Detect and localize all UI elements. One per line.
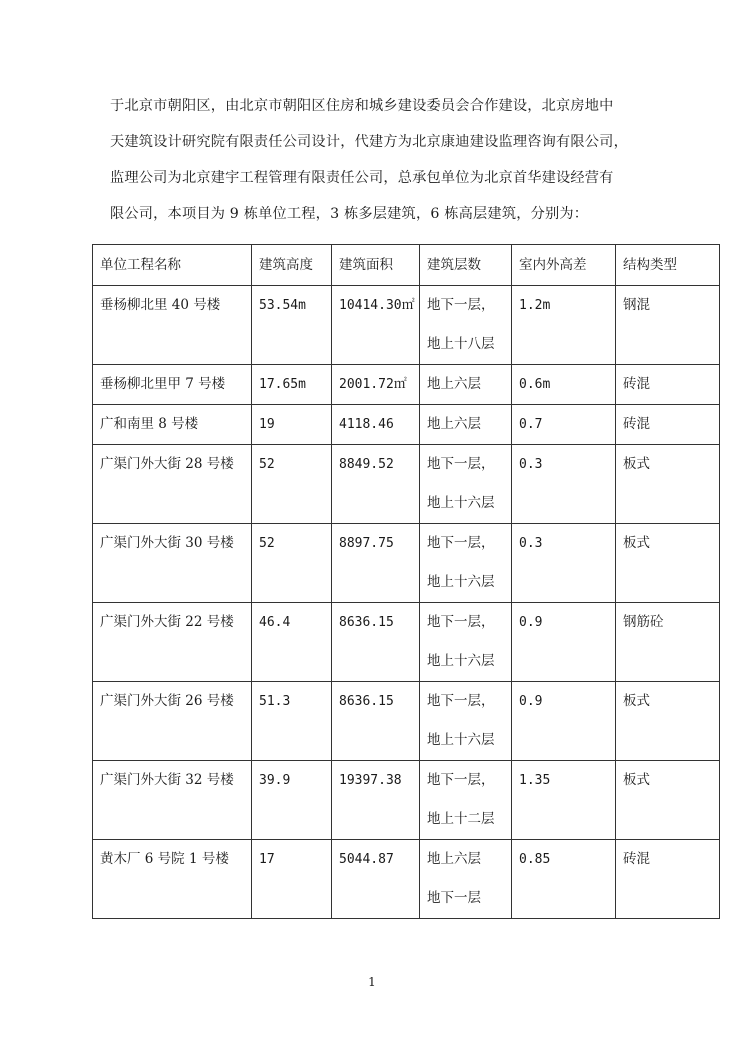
cell-structure-type-text: 砖混: [623, 851, 650, 867]
cell-structure-type-text: 板式: [623, 693, 650, 709]
table-header-row: [93, 245, 720, 286]
cell-building-height-text: 52: [259, 457, 275, 472]
table-body: [93, 286, 720, 919]
cell-building-area-text: 4118.46: [339, 417, 394, 432]
cell-building-height-text: 52: [259, 536, 275, 551]
cell-building-height-text: 17.65m: [259, 377, 306, 392]
cell-unit-name: [93, 405, 252, 445]
cell-structure-type-text: 砖混: [623, 376, 650, 392]
cell-floors-line: 地下一层，: [427, 693, 495, 709]
table-row: [93, 840, 720, 919]
cell-floors-line: 地上六层: [427, 416, 481, 432]
table-row: [93, 445, 720, 524]
cell-building-height: [252, 761, 332, 840]
cell-height-difference: [512, 365, 616, 405]
cell-building-area-text: 8636.15: [339, 615, 394, 630]
cell-height-difference-text: 0.9: [519, 694, 543, 709]
cell-structure-type: [616, 286, 720, 365]
cell-height-difference-text: 0.85: [519, 852, 551, 867]
cell-structure-type-text: 板式: [623, 456, 650, 472]
cell-floors-line: 地上十六层: [427, 574, 495, 590]
cell-floors: [420, 761, 512, 840]
cell-height-difference: [512, 761, 616, 840]
cell-unit-name-text: 黄木厂 6 号院 1 号楼: [100, 851, 229, 867]
cell-height-difference: [512, 840, 616, 919]
cell-structure-type-text: 砖混: [623, 416, 650, 432]
cell-floors-line: 地上十六层: [427, 732, 495, 748]
cell-floors: [420, 365, 512, 405]
cell-building-height: [252, 682, 332, 761]
cell-floors: [420, 524, 512, 603]
cell-structure-type: [616, 405, 720, 445]
cell-building-area: [332, 445, 420, 524]
cell-building-area: [332, 365, 420, 405]
cell-floors-line: 地下一层: [427, 890, 481, 906]
cell-structure-type: [616, 365, 720, 405]
cell-floors-line: 地上六层: [427, 851, 481, 867]
cell-unit-name: [93, 682, 252, 761]
cell-unit-name: [93, 445, 252, 524]
paragraph-line: 天建筑设计研究院有限责任公司设计，代建方为北京康迪建设监理咨询有限公司，: [110, 134, 628, 150]
header-building-area: 建筑面积: [332, 245, 420, 286]
cell-building-height-text: 51.3: [259, 694, 291, 709]
table-row: [93, 603, 720, 682]
intro-paragraph: [110, 88, 710, 232]
cell-unit-name: [93, 365, 252, 405]
cell-unit-name: [93, 524, 252, 603]
cell-building-height: [252, 603, 332, 682]
cell-floors-line: 地上十八层: [427, 336, 495, 352]
table-row: [93, 682, 720, 761]
cell-height-difference-text: 1.35: [519, 773, 551, 788]
cell-building-height: [252, 286, 332, 365]
cell-unit-name: [93, 840, 252, 919]
cell-unit-name: [93, 603, 252, 682]
cell-unit-name-text: 广渠门外大街 26 号楼: [100, 693, 234, 709]
unit-project-table: [92, 244, 720, 919]
cell-floors-line: 地上十六层: [427, 495, 495, 511]
cell-building-area: [332, 524, 420, 603]
cell-building-height: [252, 524, 332, 603]
cell-building-area-text: 8636.15: [339, 694, 394, 709]
cell-building-area-text: 19397.38: [339, 773, 402, 788]
cell-structure-type-text: 钢混: [623, 297, 650, 313]
cell-floors-line: 地下一层，: [427, 456, 495, 472]
cell-building-area: [332, 286, 420, 365]
paragraph-line: 限公司，本项目为 9 栋单位工程，3 栋多层建筑，6 栋高层建筑，分别为：: [110, 206, 589, 222]
cell-building-height: [252, 405, 332, 445]
cell-unit-name-text: 广渠门外大街 30 号楼: [100, 535, 234, 551]
cell-unit-name-text: 垂杨柳北里 40 号楼: [100, 297, 221, 313]
cell-building-height: [252, 840, 332, 919]
cell-height-difference-text: 1.2m: [519, 298, 551, 313]
cell-height-difference-text: 0.3: [519, 457, 543, 472]
cell-building-area: [332, 761, 420, 840]
cell-floors-line: 地下一层，: [427, 614, 495, 630]
cell-building-height: [252, 445, 332, 524]
cell-floors: [420, 840, 512, 919]
cell-unit-name-text: 广渠门外大街 28 号楼: [100, 456, 234, 472]
cell-height-difference: [512, 682, 616, 761]
cell-height-difference-text: 0.3: [519, 536, 543, 551]
table-row: [93, 761, 720, 840]
cell-building-area-text: 8897.75: [339, 536, 394, 551]
cell-floors: [420, 445, 512, 524]
cell-building-area-text: 5044.87: [339, 852, 394, 867]
cell-floors-line: 地下一层，: [427, 535, 495, 551]
header-floors: 建筑层数: [420, 245, 512, 286]
cell-floors: [420, 682, 512, 761]
cell-structure-type: [616, 603, 720, 682]
cell-floors-line: 地下一层，: [427, 772, 495, 788]
cell-building-area: [332, 682, 420, 761]
cell-building-height-text: 39.9: [259, 773, 291, 788]
cell-structure-type: [616, 682, 720, 761]
cell-floors-line: 地下一层，: [427, 297, 495, 313]
cell-height-difference: [512, 524, 616, 603]
cell-floors: [420, 286, 512, 365]
cell-height-difference: [512, 445, 616, 524]
header-building-height: 建筑高度: [252, 245, 332, 286]
cell-building-height-text: 53.54m: [259, 298, 306, 313]
cell-building-area: [332, 840, 420, 919]
cell-building-area-text: 2001.72㎡: [339, 377, 407, 392]
table-row: [93, 365, 720, 405]
table-row: [93, 524, 720, 603]
cell-structure-type: [616, 524, 720, 603]
cell-floors-line: 地上十二层: [427, 811, 495, 827]
cell-building-height-text: 19: [259, 417, 275, 432]
cell-height-difference: [512, 603, 616, 682]
cell-unit-name-text: 广渠门外大街 22 号楼: [100, 614, 234, 630]
cell-structure-type-text: 板式: [623, 772, 650, 788]
cell-height-difference: [512, 286, 616, 365]
cell-structure-type: [616, 840, 720, 919]
table-row: [93, 405, 720, 445]
cell-structure-type-text: 板式: [623, 535, 650, 551]
header-height-difference: 室内外高差: [512, 245, 616, 286]
cell-building-height: [252, 365, 332, 405]
cell-structure-type-text: 钢筋砼: [623, 614, 664, 630]
cell-building-area: [332, 603, 420, 682]
paragraph-line: 于北京市朝阳区，由北京市朝阳区住房和城乡建设委员会合作建设，北京房地中: [110, 98, 614, 114]
cell-floors: [420, 603, 512, 682]
cell-unit-name: [93, 761, 252, 840]
cell-structure-type: [616, 761, 720, 840]
cell-height-difference-text: 0.7: [519, 417, 543, 432]
cell-unit-name-text: 广和南里 8 号楼: [100, 416, 199, 432]
cell-floors-line: 地上六层: [427, 376, 481, 392]
cell-height-difference-text: 0.9: [519, 615, 543, 630]
cell-unit-name-text: 垂杨柳北里甲 7 号楼: [100, 376, 226, 392]
header-structure-type: 结构类型: [616, 245, 720, 286]
cell-floors-line: 地上十六层: [427, 653, 495, 669]
cell-unit-name: [93, 286, 252, 365]
cell-building-area-text: 10414.30㎡: [339, 298, 415, 313]
cell-building-area: [332, 405, 420, 445]
page-number: 1: [368, 975, 376, 989]
cell-structure-type: [616, 445, 720, 524]
paragraph-line: 监理公司为北京建宇工程管理有限责任公司，总承包单位为北京首华建设经营有: [110, 170, 614, 186]
header-unit-name: 单位工程名称: [93, 245, 252, 286]
cell-height-difference-text: 0.6m: [519, 377, 551, 392]
cell-floors: [420, 405, 512, 445]
cell-height-difference: [512, 405, 616, 445]
cell-building-height-text: 17: [259, 852, 275, 867]
cell-building-area-text: 8849.52: [339, 457, 394, 472]
table-row: [93, 286, 720, 365]
cell-unit-name-text: 广渠门外大街 32 号楼: [100, 772, 234, 788]
cell-building-height-text: 46.4: [259, 615, 291, 630]
